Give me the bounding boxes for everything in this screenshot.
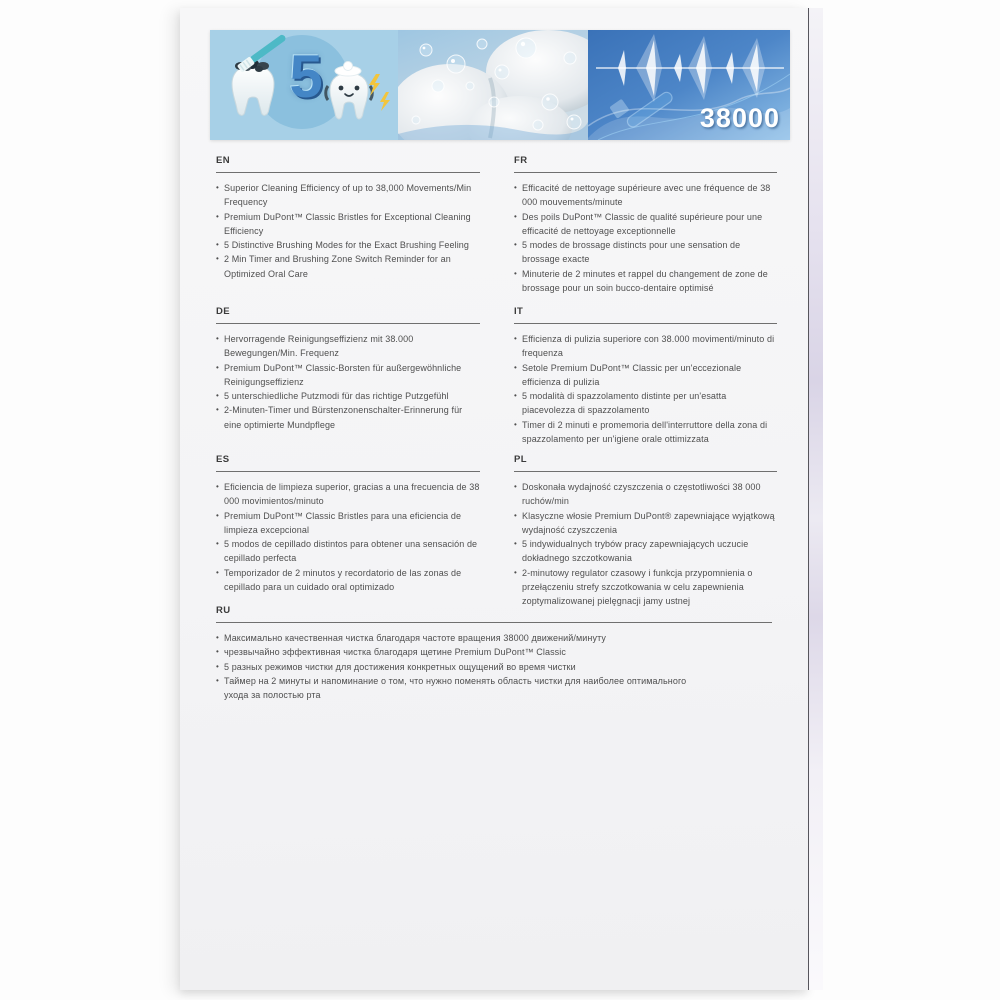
feature-item: • Klasyczne włosie Premium DuPont® zapewniające wyjątkową wydajność czyszczenia — [514, 509, 777, 538]
feature-item: • 2 Min Timer and Brushing Zone Switch Reminder for an Optimized Oral Care — [216, 252, 480, 281]
clean-teeth-photo — [398, 30, 588, 140]
language-code: FR — [514, 155, 777, 173]
section-it — [514, 306, 777, 446]
feature-list — [514, 332, 777, 446]
package-side-edge — [808, 8, 823, 990]
feature-item: • Premium DuPont™ Classic Bristles para una eficiencia de limpieza excepcional — [216, 509, 480, 538]
feature-item: • 5 modos de cepillado distintos para obtener una sensación de cepillado perfecta — [216, 537, 480, 566]
feature-item: • Temporizador de 2 minutos y recordatorio de las zonas de cepillado para un cuidado oral optimizado — [216, 566, 480, 595]
package-back-panel — [180, 8, 808, 990]
feature-banner — [210, 30, 790, 140]
section-fr — [514, 155, 777, 295]
feature-item: • 5 modes de brossage distincts pour une sensation de brossage exacte — [514, 238, 777, 267]
feature-list — [216, 332, 480, 432]
feature-item: • Максимально качественная чистка благодаря частоте вращения 38000 движений/минуту — [216, 631, 702, 645]
feature-list — [514, 181, 777, 295]
modes-number: 5 — [289, 43, 323, 110]
feature-list — [216, 480, 480, 594]
section-ru — [216, 605, 772, 702]
movements-per-min-number: 38000 — [699, 103, 780, 133]
feature-item: • 2-minutowy regulator czasowy i funkcja przypomnienia o przełączeniu strefy szczotkowania w celu zapewnienia zoptymalizowanej pielęgnacji jamy ustnej — [514, 566, 777, 609]
feature-list — [216, 631, 702, 702]
section-pl — [514, 454, 777, 609]
language-code: EN — [216, 155, 480, 173]
feature-item: • чрезвычайно эффективная чистка благодаря щетине Premium DuPont™ Classic — [216, 645, 702, 659]
feature-item: • Eficiencia de limpieza superior, gracias a una frecuencia de 38 000 movimientos/minuto — [216, 480, 480, 509]
feature-item: • 5 modalità di spazzolamento distinte per un'esatta piacevolezza di spazzolamento — [514, 389, 777, 418]
language-code: PL — [514, 454, 777, 472]
language-code: DE — [216, 306, 480, 324]
feature-item: • 5 разных режимов чистки для достижения конкретных ощущений во время чистки — [216, 660, 702, 674]
feature-item: • 5 Distinctive Brushing Modes for the Exact Brushing Feeling — [216, 238, 480, 252]
sonic-frequency-graphic — [588, 30, 790, 140]
feature-item: • 5 indywidualnych trybów pracy zapewniających uczucie dokładnego szczotkowania — [514, 537, 777, 566]
feature-item: • Setole Premium DuPont™ Classic per un'eccezionale efficienza di pulizia — [514, 361, 777, 390]
feature-item: • 5 unterschiedliche Putzmodi für das richtige Putzgefühl — [216, 389, 480, 403]
feature-item: • Efficacité de nettoyage supérieure avec une fréquence de 38 000 mouvements/minute — [514, 181, 777, 210]
feature-list — [514, 480, 777, 609]
teeth-bubbles-icon — [398, 30, 588, 140]
feature-item: • Timer di 2 minuti e promemoria dell'interruttore della zona di spazzolamento per un'igiene orale ottimizzata — [514, 418, 777, 447]
language-code: ES — [216, 454, 480, 472]
section-de — [216, 306, 480, 432]
feature-item: • Premium DuPont™ Classic Bristles for Exceptional Cleaning Efficiency — [216, 210, 480, 239]
feature-item: • Minuterie de 2 minutes et rappel du changement de zone de brossage pour un soin bucco-dentaire optimisé — [514, 267, 777, 296]
brushing-modes-illustration — [210, 30, 398, 140]
feature-item: • Des poils DuPont™ Classic de qualité supérieure pour une efficacité de nettoyage exceptionnelle — [514, 210, 777, 239]
feature-item: • Premium DuPont™ Classic-Borsten für außergewöhnliche Reinigungseffizienz — [216, 361, 480, 390]
feature-item: • Hervorragende Reinigungseffizienz mit 38.000 Bewegungen/Min. Frequenz — [216, 332, 480, 361]
feature-item: • Таймер на 2 минуты и напоминание о том, что нужно поменять область чистки для наиболее оптимального ухода за полостью рта — [216, 674, 702, 703]
feature-list — [216, 181, 480, 281]
language-code: RU — [216, 605, 772, 623]
feature-item: • Doskonała wydajność czyszczenia o częstotliwości 38 000 ruchów/min — [514, 480, 777, 509]
feature-item: • Superior Cleaning Efficiency of up to 38,000 Movements/Min Frequency — [216, 181, 480, 210]
section-es — [216, 454, 480, 594]
feature-item: • 2-Minuten-Timer und Bürstenzonenschalter-Erinnerung für eine optimierte Mundpflege — [216, 403, 480, 432]
section-en — [216, 155, 480, 281]
language-code: IT — [514, 306, 777, 324]
feature-item: • Efficienza di pulizia superiore con 38.000 movimenti/minuto di frequenza — [514, 332, 777, 361]
